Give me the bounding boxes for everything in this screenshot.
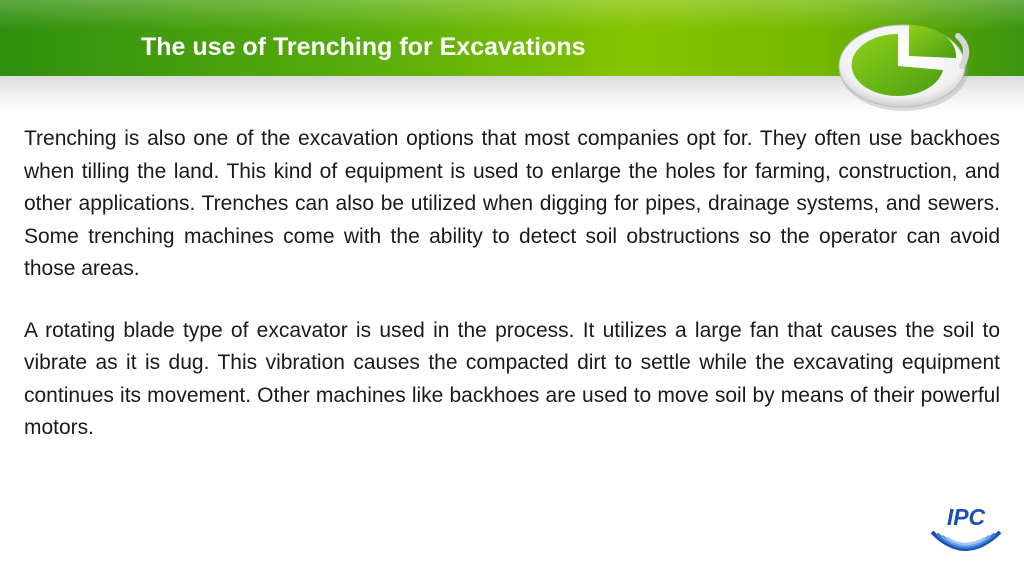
ipc-logo-text: IPC [946,504,986,530]
ipc-logo [926,500,1004,566]
body-text [24,123,1000,474]
slide-title: The use of Trenching for Excavations [141,33,586,61]
pie-chart-icon [838,14,980,114]
paragraph-rotating-blade: A rotating blade type of excavator is used in the process. It utilizes a large fan that causes the soil to vibrate as it is dug. This vibration causes the compacted dirt to settle while the excavating equipment continues its movement. Other machines like backhoes are used to move soil by means of their powerful motors. [24,318,1000,439]
paragraph-trenching: Trenching is also one of the excavation options that most companies opt for. They often use backhoes when tilling the land. This kind of equipment is used to enlarge the holes for farming, construction, and other applications. Trenches can also be utilized when digging for pipes, drainage systems, and sewers. Some trenching machines come with the ability to detect soil obstructions so the operator can avoid those areas. [24,127,1000,280]
